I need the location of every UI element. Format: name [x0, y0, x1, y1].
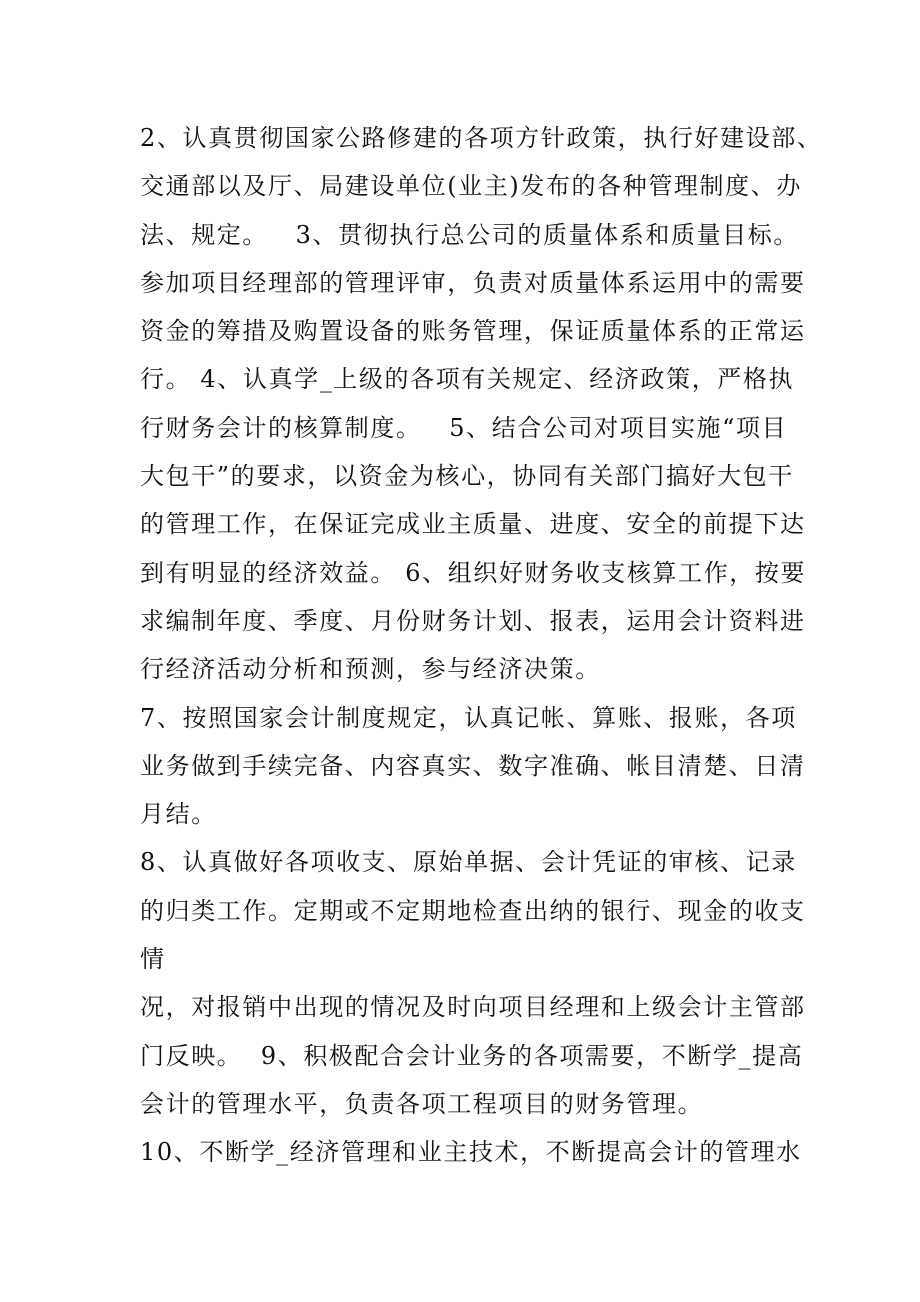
text-line: 况，对报销中出现的情况及时向项目经理和上级会计主管部 [140, 993, 806, 1022]
document-body [140, 114, 823, 1177]
text-line: 8、认真做好各项收支、原始单据、会计凭证的审核、记录 [140, 848, 797, 877]
text-line: 月结。 [140, 800, 217, 829]
text-line: 的归类工作。定期或不定期地检查出纳的银行、现金的收支 [140, 896, 806, 925]
text-line: 行。 4、认真学_上级的各项有关规定、经济政策，严格执 [140, 365, 795, 394]
text-line: 门反映。 9、积极配合会计业务的各项需要，不断学_提高 [140, 1041, 804, 1070]
text-line: 行财务会计的核算制度。 5、结合公司对项目实施“项目 [140, 413, 788, 442]
text-line: 7、按照国家会计制度规定，认真记帐、算账、报账，各项 [140, 703, 797, 732]
text-line: 参加项目经理部的管理评审，负责对质量体系运用中的需要 [140, 268, 806, 297]
text-line: 到有明显的经济效益。 6、组织好财务收支核算工作，按要 [140, 558, 807, 587]
text-line: 大包干”的要求，以资金为核心，协同有关部门搞好大包干 [140, 462, 794, 491]
text-line: 交通部以及厅、局建设单位(业主)发布的各种管理制度、办 [140, 172, 802, 201]
text-line: 2、认真贯彻国家公路修建的各项方针政策，执行好建设部、 [140, 124, 823, 152]
text-line: 的管理工作，在保证完成业主质量、进度、安全的前提下达 [140, 510, 806, 539]
text-line: 会计的管理水平，负责各项工程项目的财务管理。 [140, 1089, 704, 1118]
text-line: 法、规定。 3、贯彻执行总公司的质量体系和质量目标。 [140, 220, 799, 249]
text-line: 求编制年度、季度、月份财务计划、报表，运用会计资料进 [140, 606, 806, 635]
text-line: 资金的筹措及购置设备的账务管理，保证质量体系的正常运 [140, 317, 806, 346]
text-line: 行经济活动分析和预测，参与经济决策。 [140, 655, 601, 684]
text-line: 业务做到手续完备、内容真实、数字准确、帐目清楚、日清 [140, 751, 806, 780]
text-line: 情 [140, 945, 166, 974]
text-line: 10、不断学_经济管理和业主技术，不断提高会计的管理水 [140, 1138, 802, 1167]
